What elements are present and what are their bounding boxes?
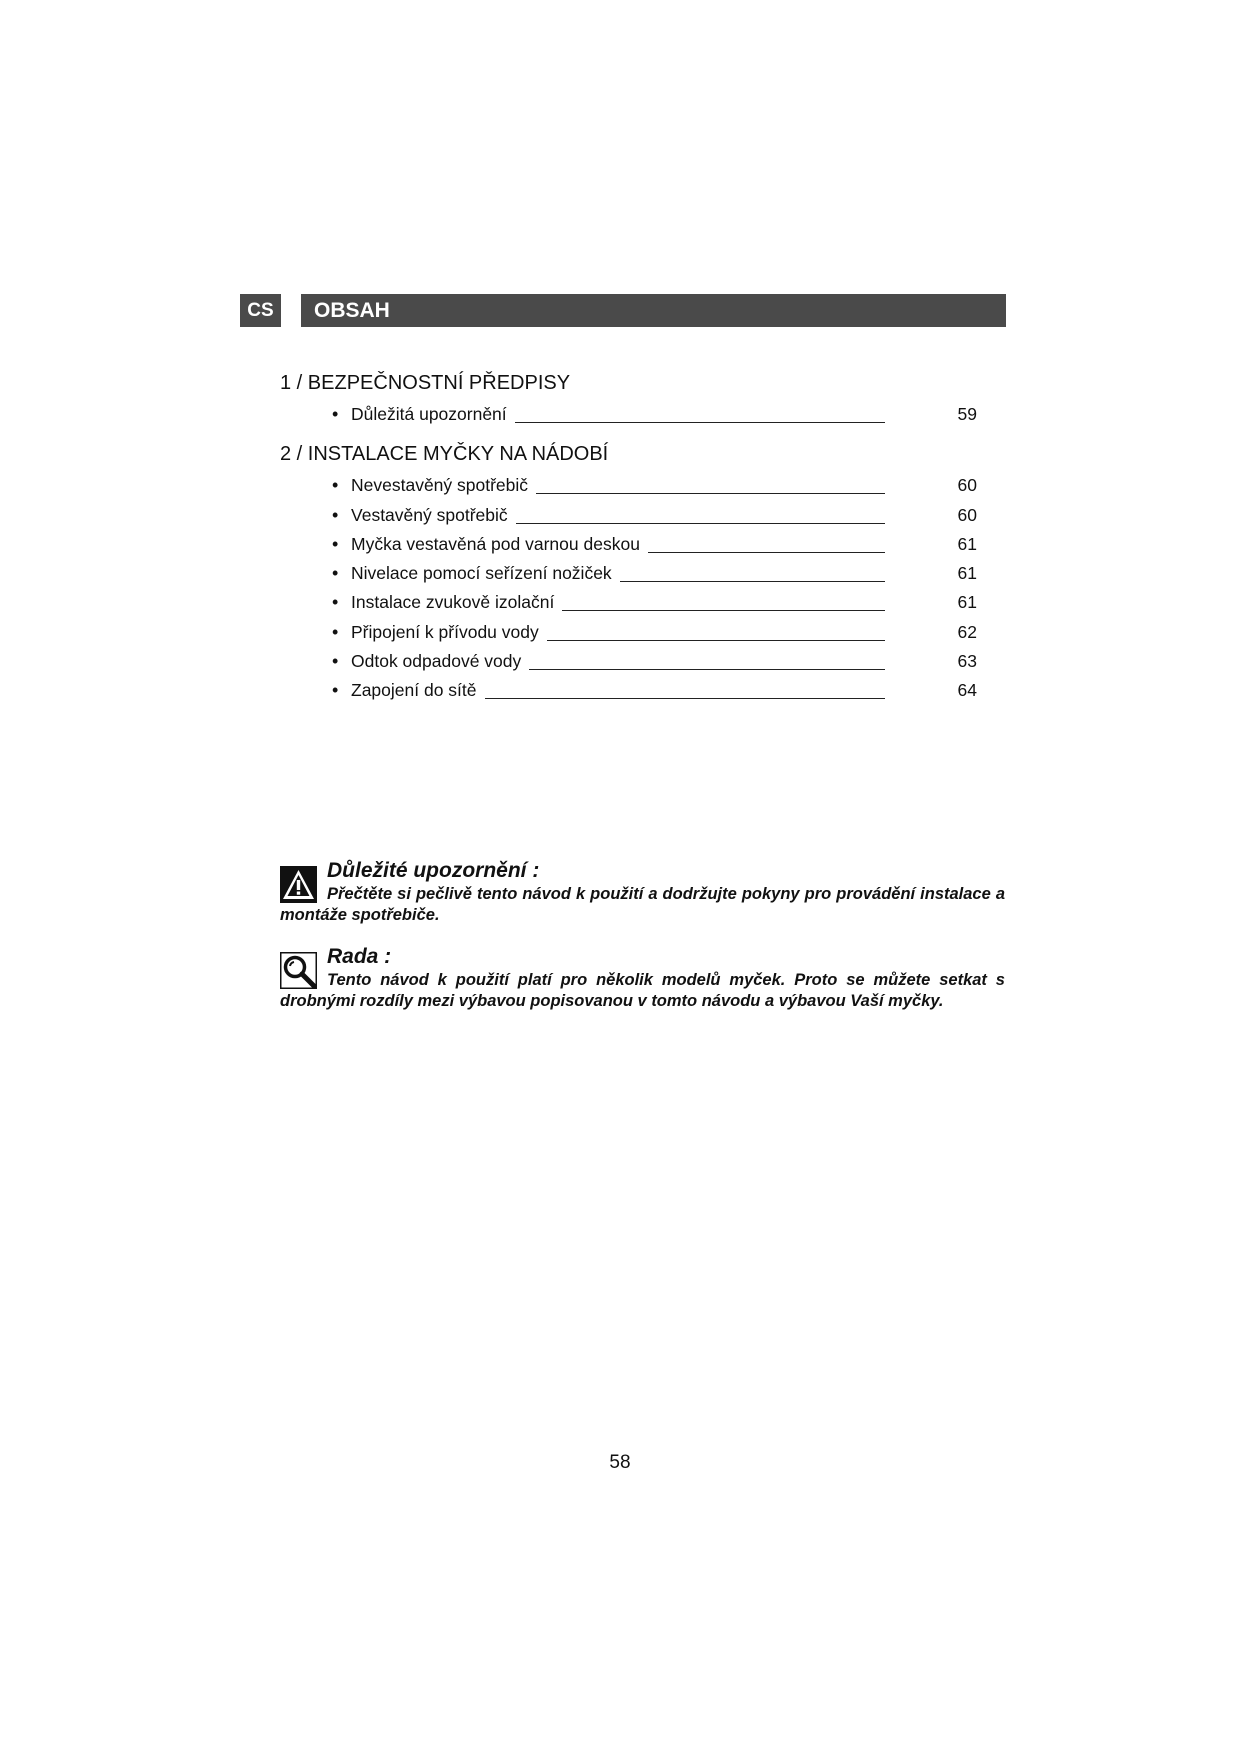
toc-item[interactable] xyxy=(280,647,977,676)
toc-item-page: 62 xyxy=(957,621,977,642)
toc-item[interactable] xyxy=(280,618,977,647)
toc-item-page: 59 xyxy=(957,404,977,424)
toc-item[interactable] xyxy=(280,588,977,617)
toc-item-label: Nivelace pomocí seřízení nožiček xyxy=(351,559,620,588)
bullet-icon: • xyxy=(332,621,339,642)
magnifier-icon xyxy=(280,952,317,989)
tip-note-text: Tento návod k použití platí pro několik modelů myček. Proto se můžete setkat s drobnými rozdíly mezi výbavou popisovanou v tomto návodu a výbavou Vaší myčky. xyxy=(280,971,1005,1010)
toc-item-page: 64 xyxy=(957,680,977,701)
language-badge: CS xyxy=(240,294,281,327)
bullet-icon: • xyxy=(332,533,339,554)
toc-item-page: 61 xyxy=(957,592,977,613)
toc-item[interactable] xyxy=(280,559,977,588)
toc-item[interactable] xyxy=(280,501,977,530)
toc-item-label: Připojení k přívodu vody xyxy=(351,618,547,647)
warning-note-text: Přečtěte si pečlivě tento návod k použití a dodržujte pokyny pro provádění instalace a montáže spotřebiče. xyxy=(280,885,1005,924)
toc-item-page: 61 xyxy=(957,563,977,584)
bullet-icon: • xyxy=(332,592,339,613)
toc-item-label: Instalace zvukově izolační xyxy=(351,588,562,617)
toc-item-page: 60 xyxy=(957,475,977,496)
page-title: OBSAH xyxy=(301,294,1006,327)
toc-item-label: Důležitá upozornění xyxy=(351,400,515,429)
toc-item-page: 60 xyxy=(957,504,977,525)
table-of-contents xyxy=(280,366,977,706)
warning-note-title: Důležité upozornění : xyxy=(327,859,540,882)
bullet-icon: • xyxy=(332,651,339,672)
toc-item-label: Zapojení do sítě xyxy=(351,676,485,705)
tip-note-title: Rada : xyxy=(327,945,392,968)
warning-icon xyxy=(280,866,317,903)
bullet-icon: • xyxy=(332,504,339,525)
tip-note xyxy=(280,944,1005,1012)
toc-item[interactable] xyxy=(280,400,977,429)
toc-item-page: 63 xyxy=(957,651,977,672)
toc-item-label: Nevestavěný spotřebič xyxy=(351,471,536,500)
toc-item-page: 61 xyxy=(957,533,977,554)
bullet-icon: • xyxy=(332,680,339,701)
toc-item-label: Vestavěný spotřebič xyxy=(351,501,516,530)
page-number: 58 xyxy=(609,1452,631,1473)
toc-section-heading: 1 / BEZPEČNOSTNÍ PŘEDPISY xyxy=(280,372,571,394)
toc-item-label: Myčka vestavěná pod varnou deskou xyxy=(351,530,648,559)
bullet-icon: • xyxy=(332,404,339,424)
toc-section-heading: 2 / INSTALACE MYČKY NA NÁDOBÍ xyxy=(280,443,609,466)
toc-item[interactable] xyxy=(280,530,977,559)
toc-item-label: Odtok odpadové vody xyxy=(351,647,529,676)
toc-item[interactable] xyxy=(280,471,977,500)
bullet-icon: • xyxy=(332,563,339,584)
warning-note xyxy=(280,858,1005,926)
toc-item[interactable] xyxy=(280,676,977,705)
bullet-icon: • xyxy=(332,475,339,496)
